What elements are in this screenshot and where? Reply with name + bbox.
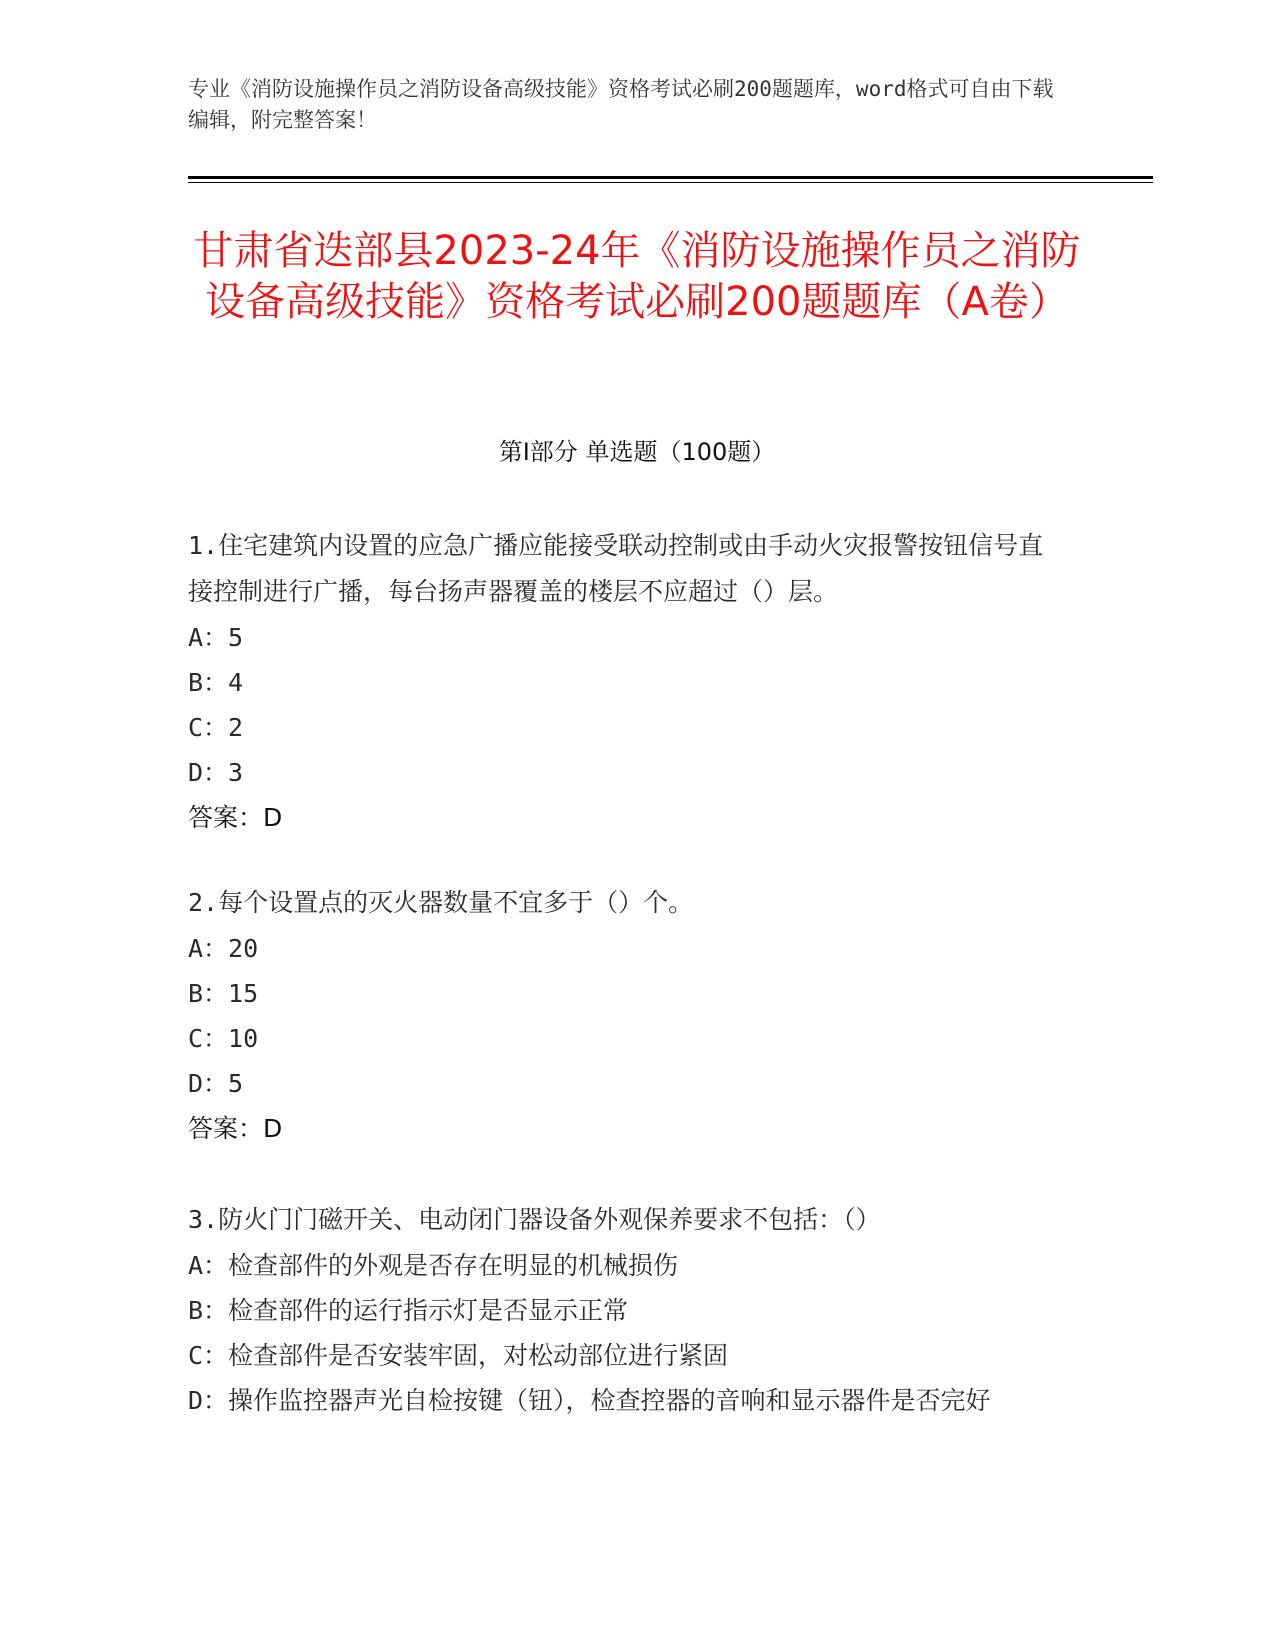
question-answer: 答案：D — [188, 1114, 283, 1143]
option-d: D：3 — [188, 758, 244, 787]
header-divider-thin — [188, 182, 1153, 183]
section-title: 第I部分 单选题（100题） — [498, 438, 776, 466]
option-b: B：检查部件的运行指示灯是否显示正常 — [188, 1296, 629, 1325]
option-a: A：检查部件的外观是否存在明显的机械损伤 — [188, 1251, 679, 1280]
option-d: D：5 — [188, 1069, 244, 1098]
question-stem: 1.住宅建筑内设置的应急广播应能接受联动控制或由手动火灾报警按钮信号直接控制进行广播，每台扬声器覆盖的楼层不应超过（）层。 — [188, 531, 1044, 606]
option-c: C：10 — [188, 1024, 259, 1053]
question-1 — [188, 523, 1068, 841]
option-b: B：15 — [188, 979, 259, 1008]
question-2 — [188, 880, 1068, 1152]
option-c: C：检查部件是否安装牢固，对松动部位进行紧固 — [188, 1341, 729, 1370]
header-note: 专业《消防设施操作员之消防设备高级技能》资格考试必刷200题题库，word格式可自由下载编辑，附完整答案！ — [188, 77, 1054, 132]
option-a: A：20 — [188, 934, 259, 963]
option-b: B：4 — [188, 668, 244, 697]
document-title: 甘肃省迭部县2023-24年《消防设施操作员之消防设备高级技能》资格考试必刷200题题库（A卷） — [193, 228, 1081, 325]
question-stem: 2.每个设置点的灭火器数量不宜多于（）个。 — [188, 888, 694, 917]
header-divider-thick — [188, 176, 1153, 179]
question-3 — [188, 1197, 1068, 1423]
option-d: D：操作监控器声光自检按键（钮），检查控器的音响和显示器件是否完好 — [188, 1386, 991, 1415]
question-stem: 3.防火门门磁开关、电动闭门器设备外观保养要求不包括：（） — [188, 1205, 881, 1234]
question-answer: 答案：D — [188, 803, 283, 832]
option-a: A：5 — [188, 623, 244, 652]
option-c: C：2 — [188, 713, 244, 742]
